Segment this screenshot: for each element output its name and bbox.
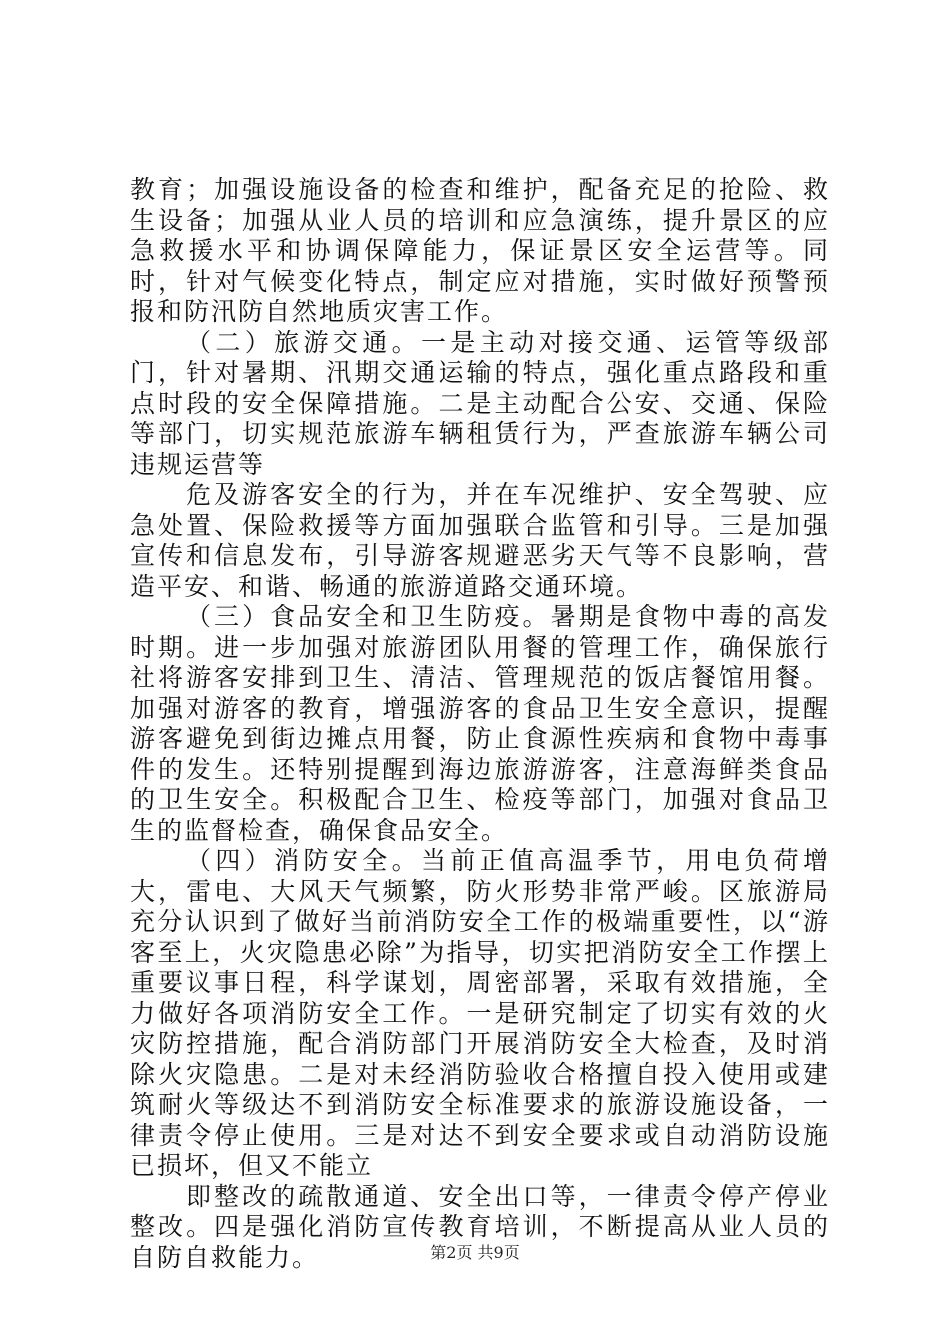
paragraph-food-safety: （三）食品安全和卫生防疫。暑期是食物中毒的高发时期。进一步加强对旅游团队用餐的管理工作，确保旅行社将游客安排到卫生、清洁、管理规范的饭店餐馆用餐。加强对游客的教育，增强游客的食品卫生安全意识，提醒游客避免到街边摊点用餐，防止食源性疾病和食物中毒事件的发生。还特别提醒到海边旅游游客，注意海鲜类食品的卫生安全。积极配合卫生、检疫等部门，加强对食品卫生的监督检查，确保食品安全。 — [130, 602, 830, 845]
document-body — [130, 175, 830, 1273]
paragraph-fire-safety: （四）消防安全。当前正值高温季节，用电负荷增大，雷电、大风天气频繁，防火形势非常严峻。区旅游局充分认识到了做好当前消防安全工作的极端重要性，以“游客至上，火灾隐患必除”为指导，切实把消防安全工作摆上重要议事日程，科学谋划，周密部署，采取有效措施，全力做好各项消防安全工作。一是研究制定了切实有效的火灾防控措施，配合消防部门开展消防安全大检查，及时消除火灾隐患。二是对未经消防验收合格擅自投入使用或建筑耐火等级达不到消防安全标准要求的旅游设施设备，一律责令停止使用。三是对达不到安全要求或自动消防设施已损坏，但又不能立 — [130, 846, 830, 1180]
paragraph-tourism-traffic-continued: 危及游客安全的行为，并在车况维护、安全驾驶、应急处置、保险救援等方面加强联合监管和引导。三是加强宣传和信息发布，引导游客规避恶劣天气等不良影响，营造平安、和谐、畅通的旅游道路交通环境。 — [130, 480, 830, 601]
paragraph-fire-safety-continued: 即整改的疏散通道、安全出口等，一律责令停产停业整改。四是强化消防宣传教育培训，不断提高从业人员的自防自救能力。 — [130, 1181, 830, 1272]
paragraph-safety-education: 教育；加强设施设备的检查和维护，配备充足的抢险、救生设备；加强从业人员的培训和应急演练，提升景区的应急救援水平和协调保障能力，保证景区安全运营等。同时，针对气候变化特点，制定应对措施，实时做好预警预报和防汛防自然地质灾害工作。 — [130, 175, 830, 326]
paragraph-tourism-traffic: （二）旅游交通。一是主动对接交通、运管等级部门，针对暑期、汛期交通运输的特点，强化重点路段和重点时段的安全保障措施。二是主动配合公安、交通、保险等部门，切实规范旅游车辆租赁行为，严查旅游车辆公司违规运营等 — [130, 327, 830, 479]
page-number-footer: 第2页 共9页 — [430, 1243, 520, 1262]
